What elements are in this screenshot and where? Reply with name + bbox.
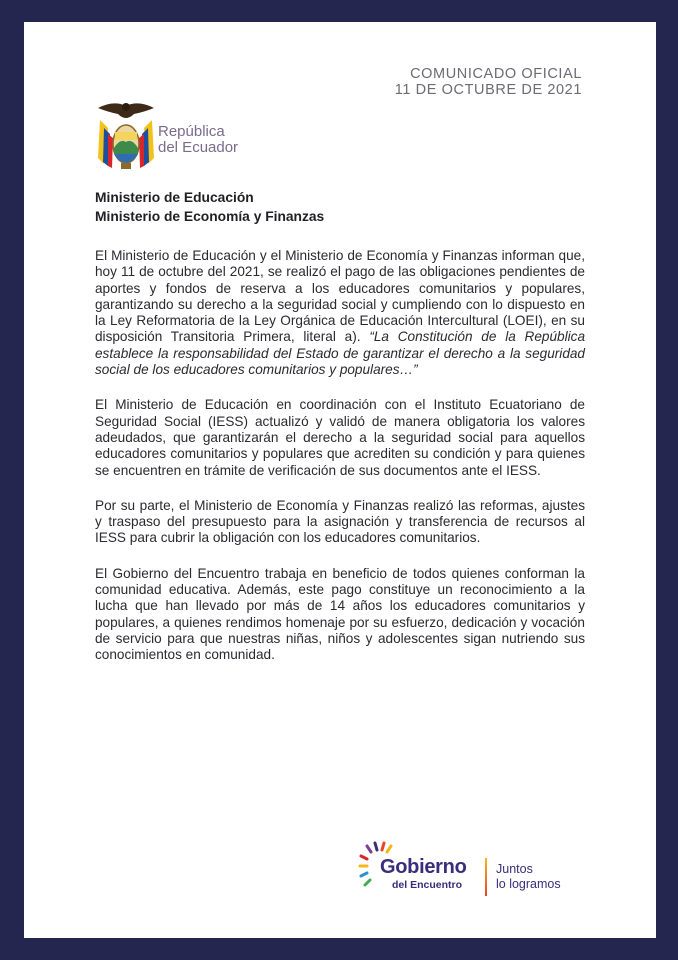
header-title: COMUNICADO OFICIAL: [410, 66, 582, 82]
logo-text: [158, 124, 238, 156]
paragraph-3: Por su parte, el Ministerio de Economía y Finanzas realizó las reformas, ajustes y traspaso del presupuesto para la asignación y transferencia de recursos al IESS para cubrir la obligación con los educadores comunitarios.: [95, 497, 585, 546]
slogan-line-2: lo logramos: [496, 877, 561, 891]
footer-title: Gobierno: [380, 856, 467, 878]
ministry-economy: Ministerio de Economía y Finanzas: [95, 209, 325, 224]
logo-line-2: del Ecuador: [158, 139, 239, 156]
paragraph-1-text: El Ministerio de Educación y el Ministerio de Economía y Finanzas informan que, hoy 11 de octubre del 2021, se realizó el pago de las obligaciones pendientes de aportes y fondos de reserva a los educadores comunitarios y populares, garantizando su derecho a la seguridad social y cumpliendo con lo dispuesto en la Ley Reformatoria de la Ley Orgánica de Educación Intercultural (LOEI), en su disposición Transitoria Primera, literal a).: [95, 248, 585, 345]
ministries-block: [95, 188, 324, 226]
footer-subtitle: del Encuentro: [392, 879, 463, 891]
paragraph-4: El Gobierno del Encuentro trabaja en beneficio de todos quienes conforman la comunidad educativa. Además, este pago constituye un reconocimiento a la lucha que han llevado por más de 14 años los educadores comunitarios y populares, a quienes rendimos homenaje por su esfuerzo, dedicación y vocación de servicio para que nuestras niñas, niños y adolescentes sigan nutriendo sus conocimientos en comunidad.: [95, 565, 585, 663]
coat-of-arms-icon: [94, 98, 158, 178]
footer-slogan: [496, 862, 561, 892]
header-date-block: [395, 66, 582, 98]
paragraph-2: El Ministerio de Educación en coordinación con el Instituto Ecuatoriano de Seguridad Social (IESS) actualizó y validó de manera obligatoria los valores adeudados, que garantizarán el derecho a la seguridad social para aquellos educadores comunitarios y populares que acrediten su condición y para quienes se encuentren en trámite de verificación de sus documentos ante el IESS.: [95, 397, 585, 478]
paragraph-1-quote: “La Constitución de la República establece la responsabilidad del Estado de garantizar el derecho a la seguridad social de los educadores comunitarios y populares…”: [95, 329, 586, 378]
footer-divider: [485, 858, 487, 896]
ministry-education: Ministerio de Educación: [95, 190, 254, 205]
paragraph-1: [95, 248, 585, 378]
republica-ecuador-logo: [94, 98, 264, 178]
logo-line-1: República: [158, 123, 225, 140]
communique-body: [95, 248, 585, 683]
gobierno-encuentro-logo: [358, 834, 588, 904]
header-date: 11 DE OCTUBRE DE 2021: [394, 82, 582, 98]
document-page: [24, 22, 656, 938]
slogan-line-1: Juntos: [496, 862, 533, 876]
